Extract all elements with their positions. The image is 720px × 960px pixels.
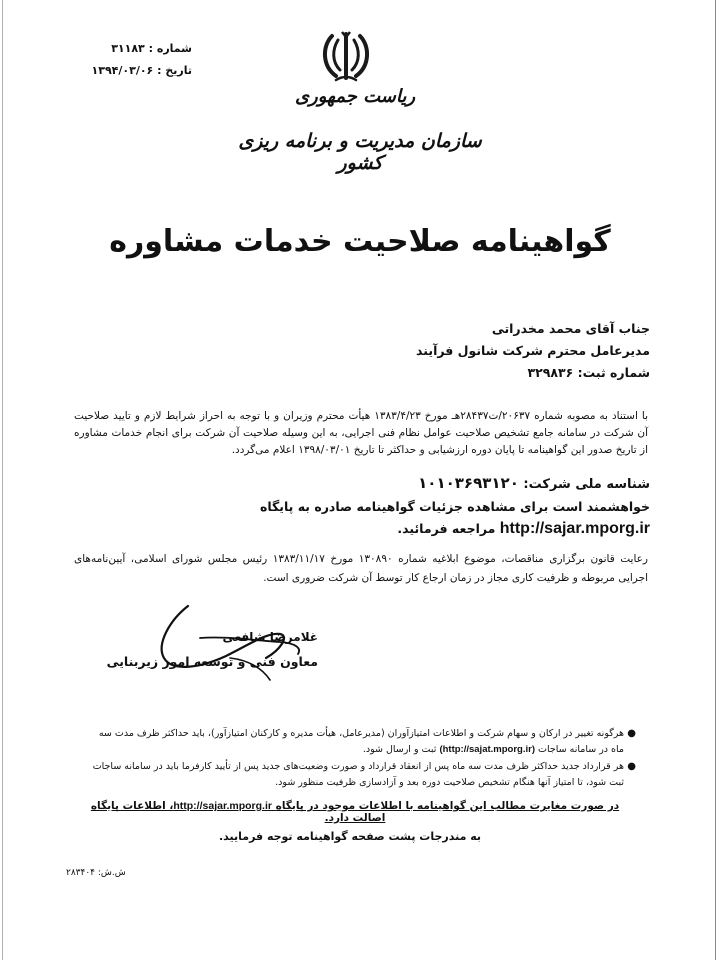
scan-edge-right	[715, 0, 716, 960]
scan-edge-left	[2, 0, 3, 960]
reference-date: تاریخ : ۱۳۹۴/۰۳/۰۶	[91, 64, 192, 77]
national-id: شناسه ملی شرکت: ۱۰۱۰۳۶۹۳۱۲۰	[418, 474, 650, 492]
sajar-link[interactable]: http://sajar.mporg.ir	[499, 520, 650, 537]
reference-block	[52, 38, 192, 82]
sajat-link[interactable]: (http://sajat.mporg.ir)	[439, 744, 535, 755]
org-presidency: ریاست جمهوری	[294, 86, 416, 107]
warning-link[interactable]: http://sajar.mporg.ir	[173, 800, 272, 812]
visit-instruction: خواهشمند است برای مشاهده جزئیات گواهینامه صادره به پایگاه http://sajar.mporg.ir مراجعه فرمائید.	[259, 499, 650, 537]
approval-paragraph: با استناد به مصوبه شماره ۲۰۶۳۷/ت۲۸۴۳۷هـ مورخ ۱۳۸۳/۴/۲۳ هیأت محترم وزیران و با توجه به احراز شرایط لازم و تایید صلاحیت آن شرکت در سامانه جامع تشخیص صلاحیت عوامل نظام فنی اجرایی، به این وسیله صلاحیت آن شرکت برای انجام خدمات مشاوره از تاریخ صدور این گواهینامه تا پایان دوره ارزشیابی و حداکثر تا تاریخ ۱۳۹۸/۰۳/۰۱ اعلام می‌گردد.	[74, 410, 648, 456]
recipient-block	[250, 318, 650, 384]
iran-emblem-icon	[318, 28, 374, 84]
signatory-title: معاون فنی و توسعه امور زیربنایی	[106, 654, 318, 669]
compliance-paragraph: رعایت قانون برگزاری مناقصات، موضوع ابلاغیه شماره ۱۳۰۸۹۰ مورخ ۱۳۸۳/۱۱/۱۷ رئیس مجلس شورای اسلامی، آیین‌نامه‌های اجرایی مربوطه و ظرفیت کاری مجاز در زمان ارجاع کار توسط آن شرکت ضروری است.	[74, 553, 648, 584]
certificate-title: گواهینامه صلاحیت خدمات مشاوره	[109, 224, 611, 259]
recipient-name: جناب آقای محمد مخدراتی	[491, 321, 650, 336]
note-item: ● هرگونه تغییر در ارکان و سهام شرکت و اطلاعات امتیازآوران (مدیرعامل، هیأت مدیره و کارکنان امتیازآور)، باید حداکثر ظرف مدت سه ماه در سامانه ساجات (http://sajat.mporg.ir) ثبت و ارسال شود.	[98, 728, 636, 755]
registration-number: شماره ثبت: ۳۲۹۸۳۶	[527, 365, 650, 380]
recipient-position: مدیرعامل محترم شرکت شانول فرآیند	[416, 343, 650, 358]
form-code: ش.ش: ۲۸۳۴۰۴	[66, 868, 126, 878]
back-page-note: به مندرجات پشت صفحه گواهینامه توجه فرمایید.	[218, 830, 482, 843]
reference-number: شماره : ۳۱۱۸۳	[111, 42, 192, 55]
signatory-name: غلامرضا شافعی	[222, 630, 318, 644]
bullet-icon: ●	[627, 761, 636, 772]
note-item: ● هر قرارداد جدید حداکثر ظرف مدت سه ماه پس از انعقاد قرارداد و صورت وضعیت‌های جدید پس از تأیید کارفرما باید در سامانه ساجات ثبت شود، تا امتیاز آنها هنگام تشخیص صلاحیت دوره بعد و آزادسازی ظرفیت منظور شود.	[92, 761, 636, 788]
notes-list	[88, 726, 636, 792]
org-name: سازمان مدیریت و برنامه ریزی کشور	[238, 130, 482, 174]
bullet-icon: ●	[627, 728, 636, 739]
national-id-value: ۱۰۱۰۳۶۹۳۱۲۰	[418, 474, 519, 492]
validity-warning: در صورت مغایرت مطالب این گواهینامه با اطلاعات موجود در پایگاه http://sajar.mporg.ir، اطلاعات پایگاه اصالت دارد.	[90, 800, 620, 824]
